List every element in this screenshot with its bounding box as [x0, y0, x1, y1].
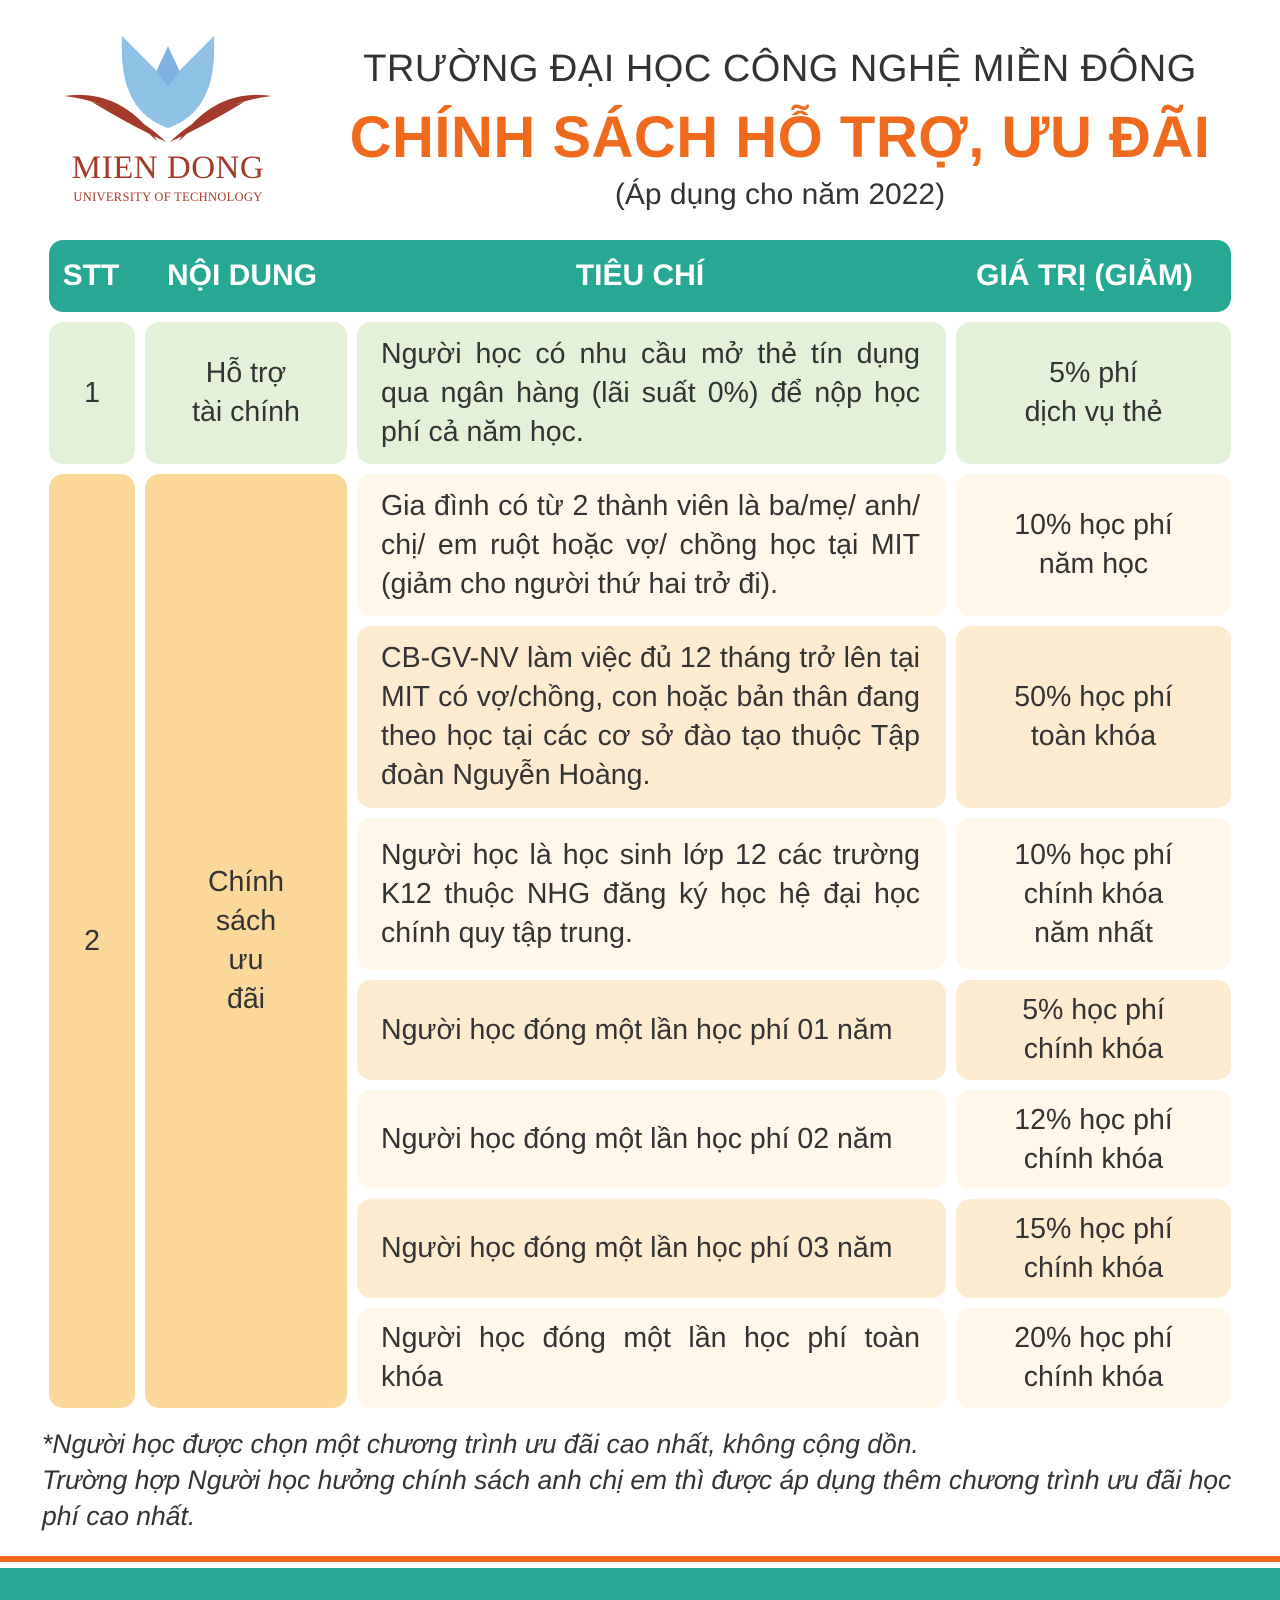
criteria-cell — [357, 1199, 946, 1298]
bottom-accent-bar — [0, 1556, 1280, 1562]
value-text: 50% học phí toàn khóa — [1014, 681, 1173, 752]
column-header-stt: STT — [62, 259, 120, 292]
value-text: 10% học phí năm học — [1014, 509, 1173, 580]
group-2-content — [145, 474, 347, 1408]
criteria-text: Người học đóng một lần học phí toàn khóa — [381, 1322, 920, 1393]
stt-label: 1 — [84, 376, 100, 409]
group-1-stt — [49, 322, 135, 464]
criteria-cell — [357, 980, 946, 1080]
value-text: 20% học phí chính khóa — [1014, 1322, 1173, 1393]
page-subtitle: (Áp dụng cho năm 2022) — [614, 178, 946, 211]
value-text: 10% học phí chính khóa năm nhất — [1014, 838, 1173, 949]
criteria-text: Gia đình có từ 2 thành viên là ba/mẹ/ anh/ chị/ em ruột hoặc vợ/ chồng học tại MIT (giảm cho người thứ hai trở đi). — [381, 489, 920, 600]
page-title: CHÍNH SÁCH HỖ TRỢ, ƯU ĐÃI — [349, 105, 1211, 170]
value-cell — [956, 1090, 1231, 1189]
value-text: 15% học phí chính khóa — [1014, 1212, 1173, 1284]
column-header-criteria: TIÊU CHÍ — [575, 259, 705, 292]
criteria-cell — [357, 474, 946, 616]
logo-name: MIEN DONG — [71, 150, 265, 186]
value-cell — [956, 474, 1231, 616]
column-header-content: NỘI DUNG — [167, 259, 317, 292]
value-cell — [956, 322, 1231, 464]
footnote — [42, 1426, 1252, 1534]
university-name: TRƯỜNG ĐẠI HỌC CÔNG NGHỆ MIỀN ĐÔNG — [363, 48, 1197, 90]
content-label: Hỗ trợ tài chính — [192, 357, 300, 428]
table-header — [49, 240, 1231, 312]
university-logo — [58, 32, 278, 212]
value-cell — [956, 626, 1231, 808]
value-cell — [956, 818, 1231, 970]
group-2-stt — [49, 474, 135, 1408]
lotus-logo-icon — [58, 32, 278, 150]
stt-label: 2 — [84, 924, 100, 957]
value-cell — [956, 1308, 1231, 1408]
value-cell — [956, 1199, 1231, 1298]
group-1-content — [145, 322, 347, 464]
criteria-cell — [357, 1308, 946, 1408]
footnote-line-2: Trường hợp Người học hưởng chính sách anh chị em thì được áp dụng thêm chương trình ưu đãi học phí cao nhất. — [42, 1465, 1232, 1531]
criteria-cell — [357, 818, 946, 970]
criteria-text: Người học có nhu cầu mở thẻ tín dụng qua ngân hàng (lãi suất 0%) để nộp học phí cả năm học. — [381, 337, 920, 448]
value-text: 12% học phí chính khóa — [1014, 1103, 1173, 1175]
criteria-text: Người học đóng một lần học phí 02 năm — [381, 1123, 893, 1155]
bottom-footer-bar — [0, 1568, 1280, 1600]
criteria-cell — [357, 626, 946, 808]
value-cell — [956, 980, 1231, 1080]
criteria-text: Người học đóng một lần học phí 01 năm — [381, 1013, 893, 1046]
content-label: Chính sách ưu đãi — [207, 866, 285, 1015]
criteria-text: Người học đóng một lần học phí 03 năm — [381, 1232, 893, 1264]
logo-subtitle: UNIVERSITY OF TECHNOLOGY — [73, 190, 263, 204]
criteria-text: Người học là học sinh lớp 12 các trường K12 thuộc NHG đăng ký học hệ đại học chính quy tập trung. — [381, 838, 920, 949]
value-text: 5% học phí chính khóa — [1022, 994, 1165, 1065]
column-header-value: GIÁ TRỊ (GIẢM) — [976, 259, 1193, 292]
value-text: 5% phí dịch vụ thẻ — [1024, 357, 1163, 428]
footnote-line-1: *Người học được chọn một chương trình ưu đãi cao nhất, không cộng dồn. — [42, 1429, 919, 1459]
criteria-text: CB-GV-NV làm việc đủ 12 tháng trở lên tại MIT có vợ/chồng, con hoặc bản thân đang theo học tại các cơ sở đào tạo thuộc Tập đoàn Nguyễn Hoàng. — [381, 642, 920, 791]
criteria-cell — [357, 322, 946, 464]
criteria-cell — [357, 1090, 946, 1189]
